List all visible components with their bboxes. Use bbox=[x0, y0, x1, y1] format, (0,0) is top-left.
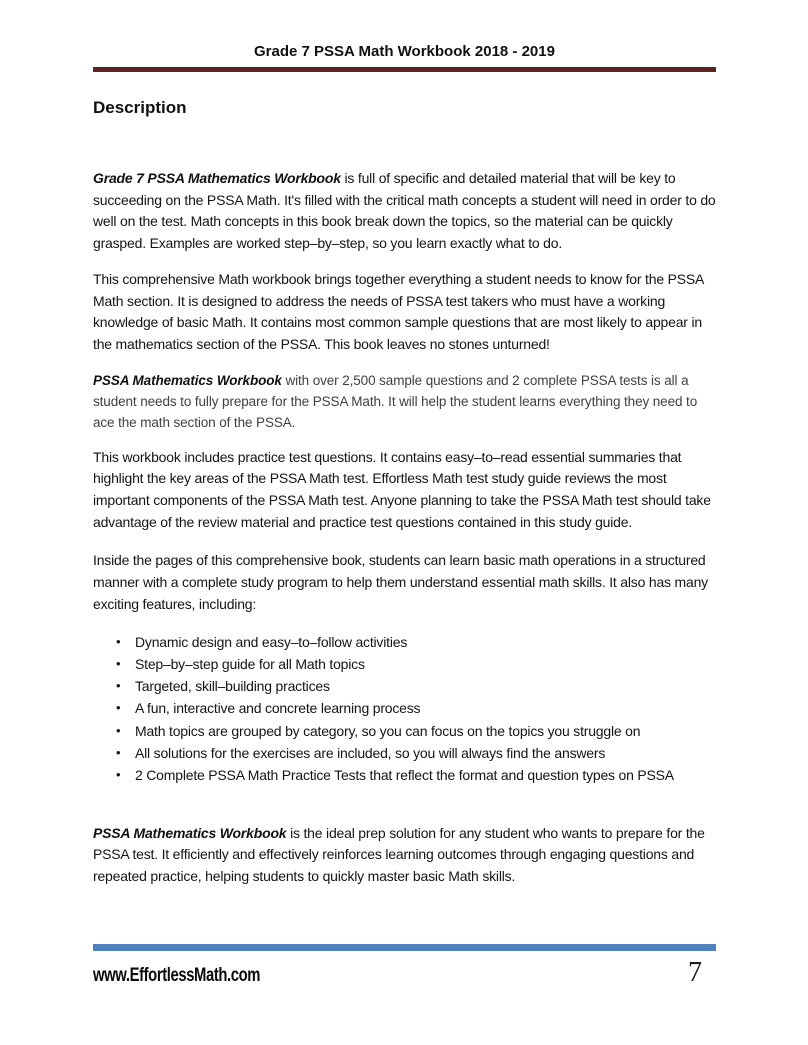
paragraph-text: with over 2,500 sample questions and 2 complete PSSA tests is all a student needs to fully prepare for the PSSA Math. It will help the student learns everything they need to ace the math section of the PSSA. bbox=[93, 372, 698, 430]
bullet-icon: • bbox=[116, 678, 121, 694]
page-number: 7 bbox=[688, 957, 702, 988]
paragraph-text: This workbook includes practice test questions. It contains easy–to–read essential summaries that highlight the key areas of the PSSA Math test. Effortless Math test study guide reviews the most important components of the PSSA Math test. Anyone planning to take the PSSA Math test should take advantage of the review material and practice test questions contained in this study guide. bbox=[93, 448, 711, 530]
list-item-text: Dynamic design and easy–to–follow activities bbox=[135, 633, 408, 650]
list-item-text: All solutions for the exercises are included, so you will always find the answers bbox=[135, 745, 606, 762]
paragraph bbox=[93, 447, 716, 534]
paragraph-text: Inside the pages of this comprehensive book, students can learn basic math operations in a structured manner with a complete study program to help them understand essential math skills. It also has many exciting features, including: bbox=[93, 552, 708, 612]
list-item-text: Targeted, skill–building practices bbox=[135, 678, 330, 695]
section-heading: Description bbox=[93, 98, 187, 117]
list-item bbox=[93, 631, 716, 653]
list-item bbox=[93, 764, 716, 786]
list-item-text: Math topics are grouped by category, so you can focus on the topics you struggle on bbox=[135, 722, 641, 739]
bullet-icon: • bbox=[116, 700, 121, 716]
paragraph-text: is full of specific and detailed material that will be key to succeeding on the PSSA Math. It's filled with the critical math concepts a student will need in order to do well on the test. Math concepts in this book break down the topics, so the material can be quickly grasped. Examples are worked step–by–step, so you learn exactly what to do. bbox=[93, 170, 716, 252]
paragraph-text: is the ideal prep solution for any student who wants to prepare for the PSSA test. It efficiently and effectively reinforces learning outcomes through engaging questions and repeated practice, helping students to quickly master basic Math skills. bbox=[93, 824, 705, 885]
paragraph-lead: Grade 7 PSSA Mathematics Workbook bbox=[93, 170, 341, 186]
paragraph-text: This comprehensive Math workbook brings together everything a student needs to know for the PSSA Math section. It is designed to address the needs of PSSA test takers who must have a working knowledge of basic Math. It contains most common sample questions that are most likely to appear in the mathematics section of the PSSA. This book leaves no stones unturned! bbox=[93, 270, 704, 352]
paragraph bbox=[93, 269, 716, 356]
paragraph bbox=[93, 550, 716, 615]
closing-paragraph bbox=[93, 823, 716, 888]
list-item bbox=[93, 675, 716, 697]
list-item bbox=[93, 742, 716, 764]
list-item bbox=[93, 653, 716, 675]
page-footer bbox=[93, 944, 716, 989]
list-item-text: 2 Complete PSSA Math Practice Tests that reflect the format and question types on PSSA bbox=[135, 767, 674, 784]
header-rule bbox=[93, 67, 716, 72]
paragraph-lead: PSSA Mathematics Workbook bbox=[93, 824, 287, 841]
list-item bbox=[93, 720, 716, 742]
list-item-text: A fun, interactive and concrete learning process bbox=[135, 700, 421, 717]
list-item bbox=[93, 697, 716, 719]
list-item-text: Step–by–step guide for all Math topics bbox=[135, 655, 365, 672]
bullet-icon: • bbox=[116, 745, 121, 761]
bullet-icon: • bbox=[116, 633, 121, 649]
bullet-icon: • bbox=[116, 722, 121, 738]
paragraph-lead: PSSA Mathematics Workbook bbox=[93, 372, 282, 388]
footer-rule bbox=[93, 944, 716, 951]
page-title: Grade 7 PSSA Math Workbook 2018 - 2019 bbox=[254, 43, 555, 60]
bullet-icon: • bbox=[116, 655, 121, 671]
paragraph bbox=[93, 370, 716, 433]
feature-bullet-list bbox=[93, 631, 716, 787]
bullet-icon: • bbox=[116, 767, 121, 783]
website-link[interactable]: www.EffortlessMath.com bbox=[93, 965, 261, 986]
paragraph bbox=[93, 168, 716, 255]
